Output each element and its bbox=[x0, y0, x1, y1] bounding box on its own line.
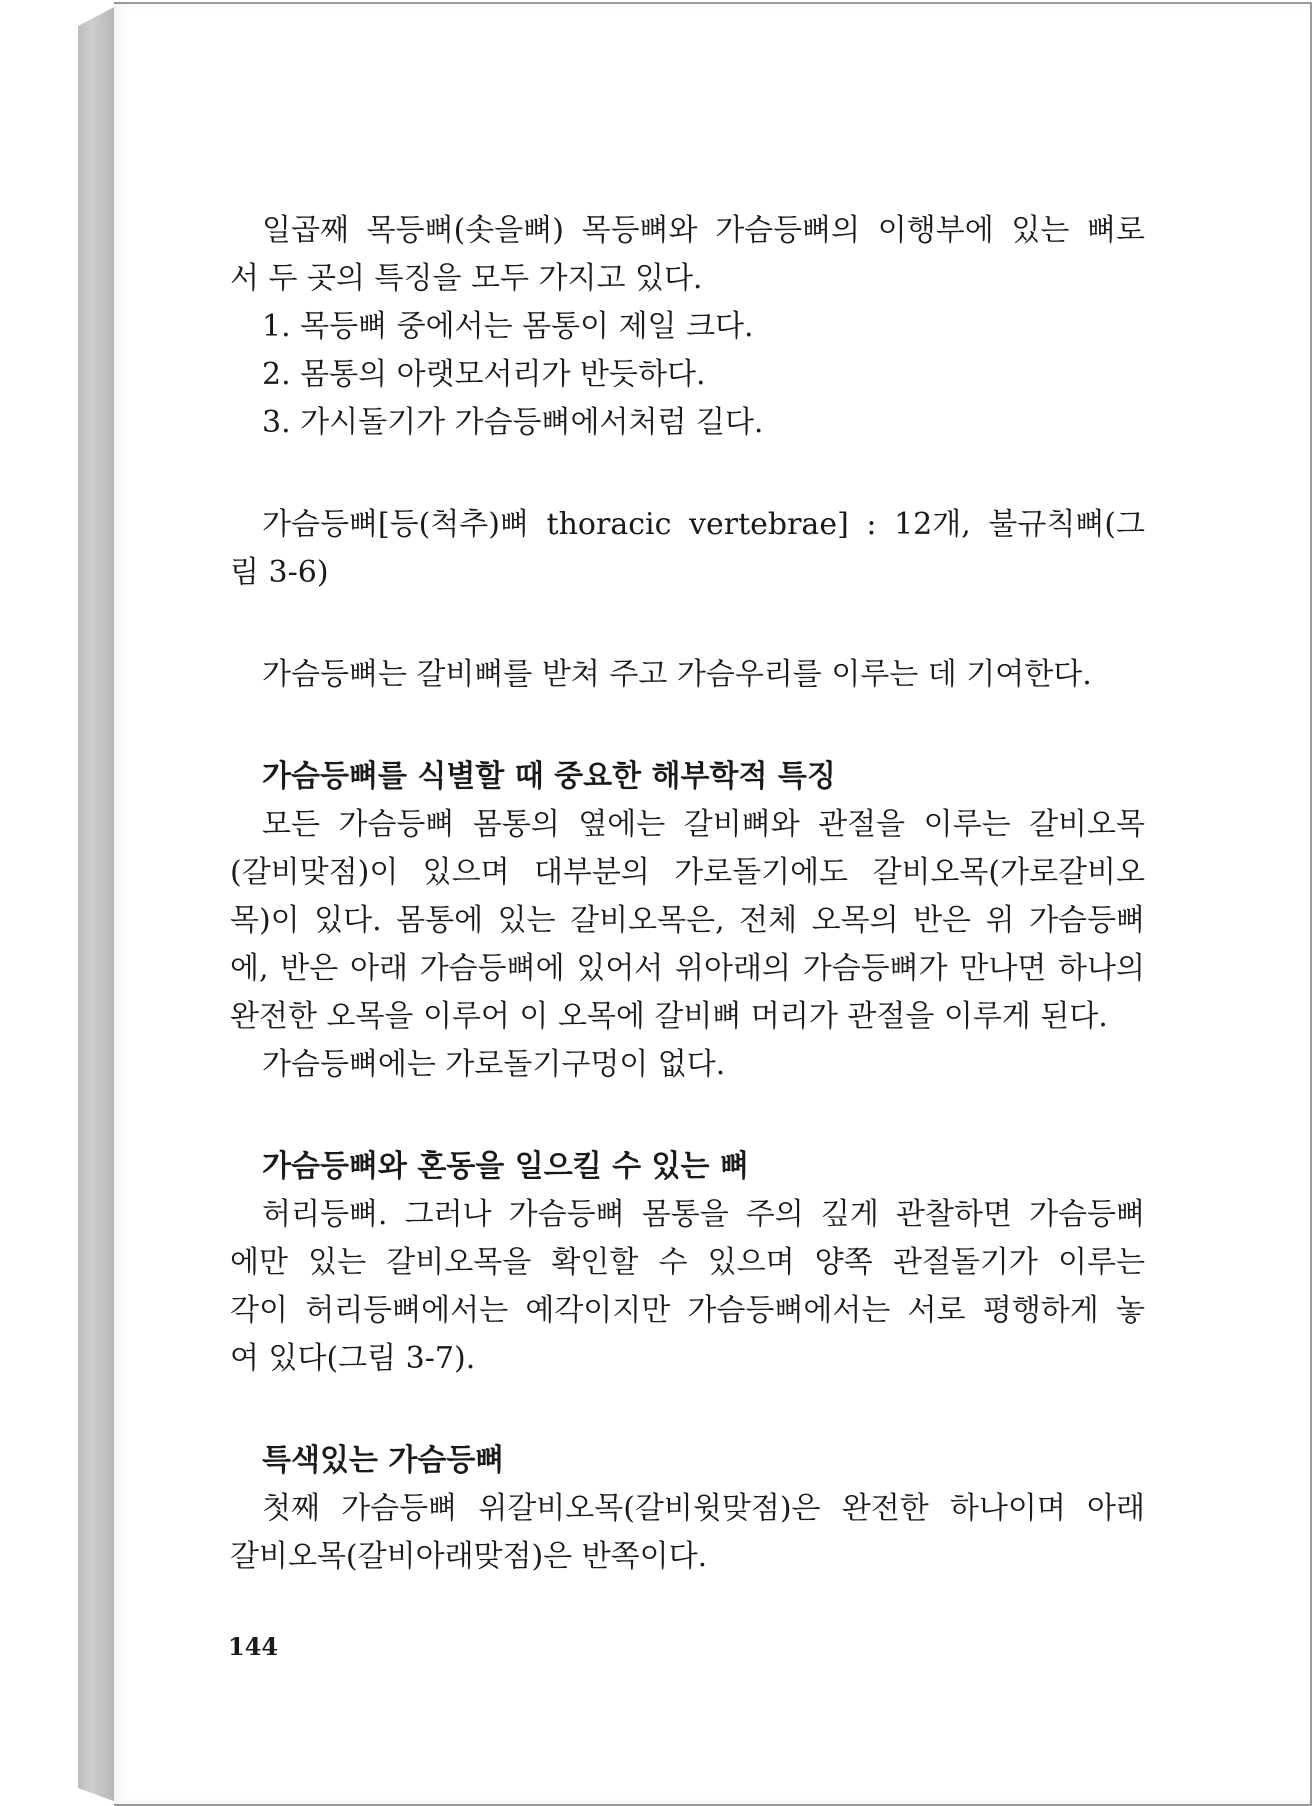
text-line: 일곱째 목등뼈(솟을뼈) 목등뼈와 가슴등뼈의 이행부에 있는 뼈로 bbox=[262, 213, 1145, 248]
text-line: 가슴등뼈에는 가로돌기구멍이 없다. bbox=[262, 1047, 726, 1082]
text-line: 서 두 곳의 특징을 모두 가지고 있다. bbox=[230, 261, 703, 296]
text-line: 여 있다(그림 3-7). bbox=[230, 1341, 476, 1376]
list-item: 2. 몸통의 아랫모서리가 반듯하다. bbox=[262, 357, 706, 392]
section-title: 가슴등뼈[등(척추)뼈 thoracic vertebrae] : 12개, 불규칙뼈(그 bbox=[262, 507, 1145, 542]
text-line: 가슴등뼈는 갈비뼈를 받쳐 주고 가슴우리를 이루는 데 기여한다. bbox=[262, 657, 1092, 692]
text-line: 에, 반은 아래 가슴등뼈에 있어서 위아래의 가슴등뼈가 만나면 하나의 bbox=[230, 951, 1145, 986]
text-line: (갈비맞점)이 있으며 대부분의 가로돌기에도 갈비오목(가로갈비오 bbox=[230, 855, 1145, 890]
subheading: 가슴등뼈를 식별할 때 중요한 해부학적 특징 bbox=[262, 759, 836, 794]
text-line: 첫째 가슴등뼈 위갈비오목(갈비윗맞점)은 완전한 하나이며 아래 bbox=[262, 1491, 1145, 1526]
page-number: 144 bbox=[228, 1632, 279, 1661]
text-line: 완전한 오목을 이루어 이 오목에 갈비뼈 머리가 관절을 이루게 된다. bbox=[230, 999, 1108, 1034]
text-line: 모든 가슴등뼈 몸통의 옆에는 갈비뼈와 관절을 이루는 갈비오목 bbox=[262, 807, 1145, 842]
text-line: 목)이 있다. 몸통에 있는 갈비오목은, 전체 오목의 반은 위 가슴등뼈 bbox=[230, 903, 1145, 938]
list-item: 1. 목등뼈 중에서는 몸통이 제일 크다. bbox=[262, 309, 754, 344]
subheading: 가슴등뼈와 혼동을 일으킬 수 있는 뼈 bbox=[262, 1149, 749, 1184]
text-line: 림 3-6) bbox=[230, 555, 329, 590]
text-line: 에만 있는 갈비오목을 확인할 수 있으며 양쪽 관절돌기가 이루는 bbox=[230, 1245, 1145, 1280]
text-line: 갈비오목(갈비아래맞점)은 반쪽이다. bbox=[230, 1539, 708, 1574]
text-line: 허리등뼈. 그러나 가슴등뼈 몸통을 주의 깊게 관찰하면 가슴등뼈 bbox=[262, 1197, 1145, 1232]
list-item: 3. 가시돌기가 가슴등뼈에서처럼 길다. bbox=[262, 405, 764, 440]
book-edge bbox=[78, 6, 116, 1802]
text-line: 각이 허리등뼈에서는 예각이지만 가슴등뼈에서는 서로 평행하게 놓 bbox=[230, 1293, 1145, 1328]
subheading: 특색있는 가슴등뼈 bbox=[262, 1443, 505, 1478]
